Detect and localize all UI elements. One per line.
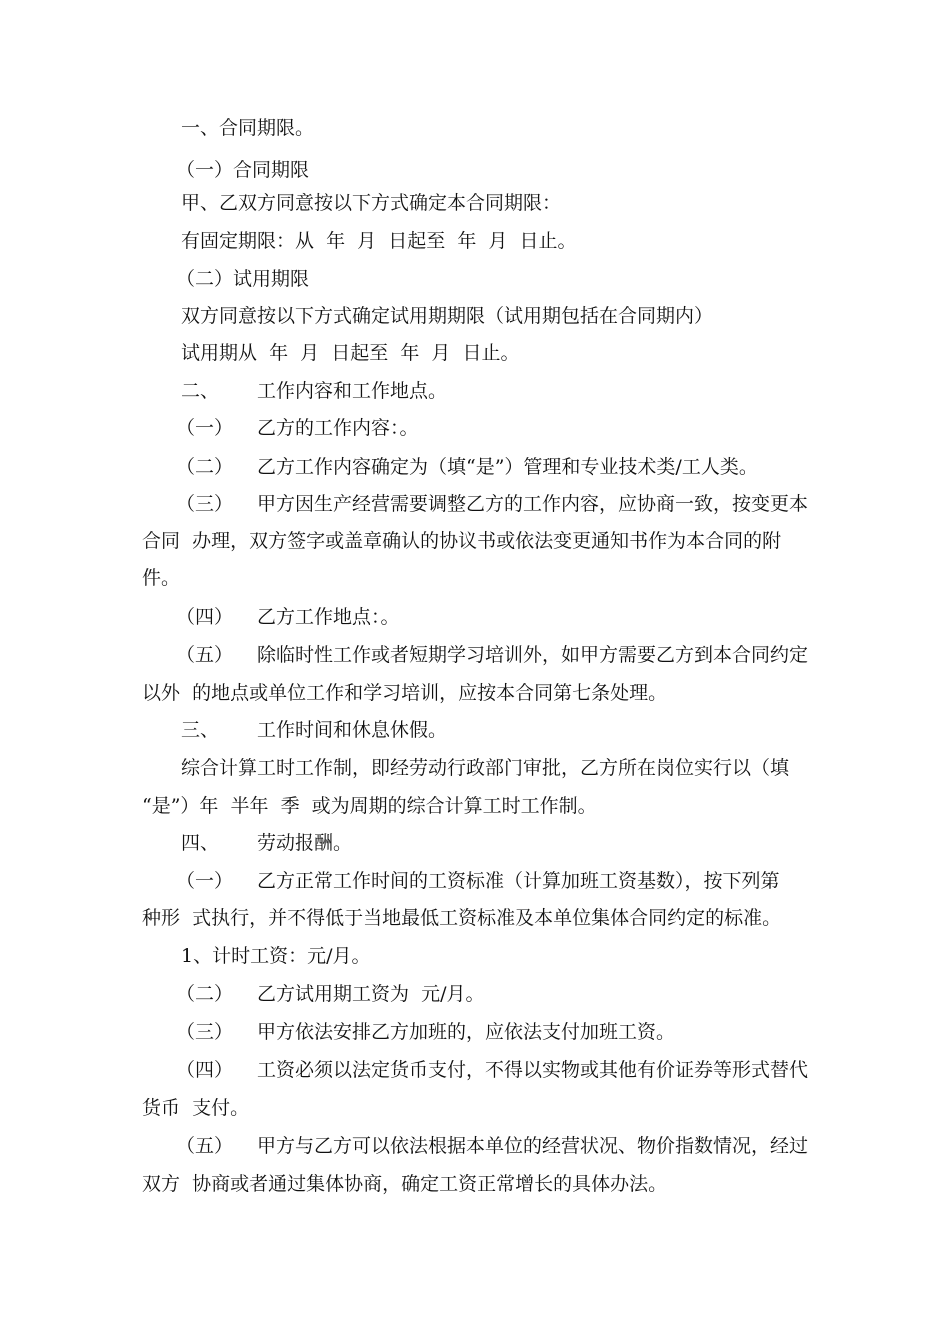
item-number: （五） <box>176 1135 234 1157</box>
paragraph-text: 甲方与乙方可以依法根据本单位的经营状况、物价指数情况，经过 <box>257 1135 809 1157</box>
paragraph-text: 工资必须以法定货币支付，不得以实物或其他有价证券等形式替代 <box>257 1059 809 1081</box>
paragraph-text: 合同 办理，双方签字或盖章确认的协议书或依法变更通知书作为本合同的附 <box>142 530 782 552</box>
section-1-heading: 一、合同期限。 <box>181 117 315 139</box>
item-number: （二） <box>176 983 234 1005</box>
section-number: 四、 <box>181 832 220 854</box>
subsection-label: （一）合同期限 <box>176 159 310 181</box>
item-number: （一） <box>176 870 234 892</box>
paragraph-text: 乙方试用期工资为 元/月。 <box>257 983 485 1005</box>
item-number: （三） <box>176 1021 234 1043</box>
item-number: （一） <box>176 417 234 439</box>
paragraph-text: 以外 的地点或单位工作和学习培训，应按本合同第七条处理。 <box>142 682 668 704</box>
paragraph-text: 种形 式执行，并不得低于当地最低工资标准及本单位集体合同约定的标准。 <box>142 907 782 929</box>
section-number: 三、 <box>181 719 220 741</box>
paragraph-text: 1、计时工资：元/月。 <box>181 945 371 967</box>
item-number: （四） <box>176 606 234 628</box>
paragraph-text: 有固定期限：从 年 月 日起至 年 月 日止。 <box>181 230 577 252</box>
paragraph-text: 甲方依法安排乙方加班的，应依法支付加班工资。 <box>257 1021 676 1043</box>
paragraph-text: 乙方工作地点：。 <box>257 606 400 628</box>
paragraph-text: 件。 <box>142 567 181 589</box>
paragraph-text: 货币 支付。 <box>142 1097 250 1119</box>
section-3-heading: 工作时间和休息休假。 <box>257 719 448 741</box>
paragraph-text: 甲、乙双方同意按以下方式确定本合同期限： <box>181 192 562 214</box>
paragraph-text: 综合计算工时工作制，即经劳动行政部门审批，乙方所在岗位实行以（填 <box>181 757 790 779</box>
section-number: 二、 <box>181 380 220 402</box>
section-2-heading: 工作内容和工作地点。 <box>257 380 448 402</box>
paragraph-text: 试用期从 年 月 日起至 年 月 日止。 <box>181 342 520 364</box>
paragraph-text: 乙方工作内容确定为（填“是”）管理和专业技术类/工人类。 <box>257 456 758 478</box>
paragraph-text: “是”）年 半年 季 或为周期的综合计算工时工作制。 <box>142 795 597 817</box>
paragraph-text: 乙方的工作内容：。 <box>257 417 419 439</box>
paragraph-text: 双方同意按以下方式确定试用期期限（试用期包括在合同期内） <box>181 305 714 327</box>
item-number: （二） <box>176 456 234 478</box>
section-4-heading: 劳动报酬。 <box>257 832 353 854</box>
paragraph-text: 乙方正常工作时间的工资标准（计算加班工资基数），按下列第 <box>257 870 780 892</box>
paragraph-text: 双方 协商或者通过集体协商，确定工资正常增长的具体办法。 <box>142 1173 668 1195</box>
item-number: （五） <box>176 644 234 666</box>
subsection-label: （二）试用期限 <box>176 268 310 290</box>
item-number: （三） <box>176 493 234 515</box>
paragraph-text: 甲方因生产经营需要调整乙方的工作内容，应协商一致，按变更本 <box>257 493 809 515</box>
item-number: （四） <box>176 1059 234 1081</box>
paragraph-text: 除临时性工作或者短期学习培训外，如甲方需要乙方到本合同约定 <box>257 644 809 666</box>
